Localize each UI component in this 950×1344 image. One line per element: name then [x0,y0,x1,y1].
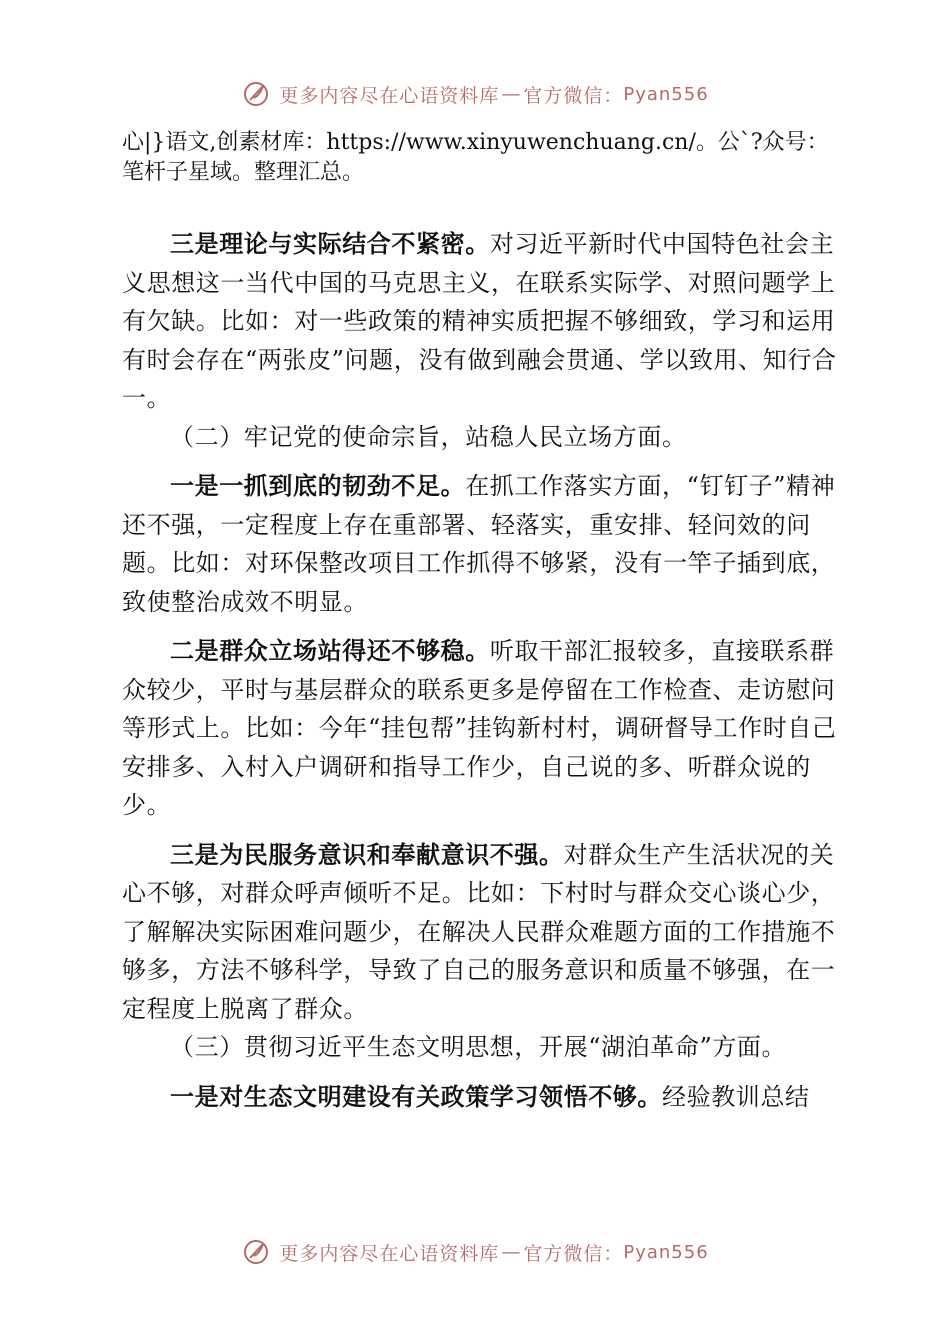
paragraph-persistence [122,467,842,621]
paragraph-text: 经验教训总结 [662,1082,810,1111]
paragraph-theory-practice [122,225,842,418]
paragraph-text: 听取干部汇报较多，直接联系群众较少，平时与基层群众的联系更多是停留在工作检查、走访慰问等形式上。比如：今年“挂包帮”挂钩新村村，调研督导工作时自己安排多、入村入户调研和指导工作少，自己说的多、听群众说的少。 [122,637,837,819]
paragraph-text: （二）牢记党的使命宗旨，站稳人民立场方面。 [170,422,687,451]
section-heading-three [122,1028,842,1067]
quill-logo-icon [241,1237,271,1267]
footer-watermark [0,1230,950,1274]
watermark-separator: — [501,1241,522,1263]
paragraph-ecology-policy [122,1078,842,1117]
paragraph-lead: 三是为民服务意识和奉献意识不强。 [170,840,564,869]
paragraph-lead: 二是群众立场站得还不够稳。 [170,637,490,665]
header-watermark [0,72,950,116]
watermark-wechat-id: Pyan556 [623,83,709,105]
watermark-main-text: 更多内容尽在心语资料库 [279,84,500,107]
paragraph-text: （三）贯彻习近平生态文明思想，开展“湖泊革命”方面。 [170,1033,787,1061]
source-note: 心|}语文,创素材库：https://www.xinyuwenchuang.cn/。公`?众号：笔杆子星域。整理汇总。 [122,130,829,185]
paragraph-lead: 三是理论与实际结合不紧密。 [170,230,490,258]
section-heading-two [122,418,842,457]
document-body [122,214,842,1116]
paragraph-text: 在抓工作落实方面，“钉钉子”精神还不强，一定程度上存在重部署、轻落实，重安排、轻问效的问题。比如：对环保整改项目工作抓得不够紧，没有一竿子插到底，致使整治成效不明显。 [122,472,836,616]
paragraph-mass-stance [122,632,842,825]
paragraph-lead: 一是对生态文明建设有关政策学习领悟不够。 [170,1082,662,1111]
watermark-label: 官方微信： [523,84,624,107]
quill-logo-icon [241,79,271,109]
watermark-label: 官方微信： [523,1242,624,1265]
paragraph-lead: 一是一抓到底的韧劲不足。 [170,472,466,500]
paragraph-service-awareness [122,836,842,1029]
watermark-separator: — [501,83,522,105]
paragraph-text: 对群众生产生活状况的关心不够，对群众呼声倾听不足。比如：下村时与群众交心谈心少，了解解决实际困难问题少，在解决人民群众难题方面的工作措施不够多，方法不够科学，导致了自己的服务意识和质量不够强，在一定程度上脱离了群众。 [122,840,836,1023]
watermark-main-text: 更多内容尽在心语资料库 [279,1242,500,1265]
paragraph-text: 对习近平新时代中国特色社会主义思想这一当代中国的马克思主义，在联系实际学、对照问题学上有欠缺。比如：对一些政策的精神实质把握不够细致，学习和运用有时会存在“两张皮”问题，没有做到融会贯通、学以致用、知行合一。 [122,230,837,412]
watermark-wechat-id: Pyan556 [623,1241,709,1263]
